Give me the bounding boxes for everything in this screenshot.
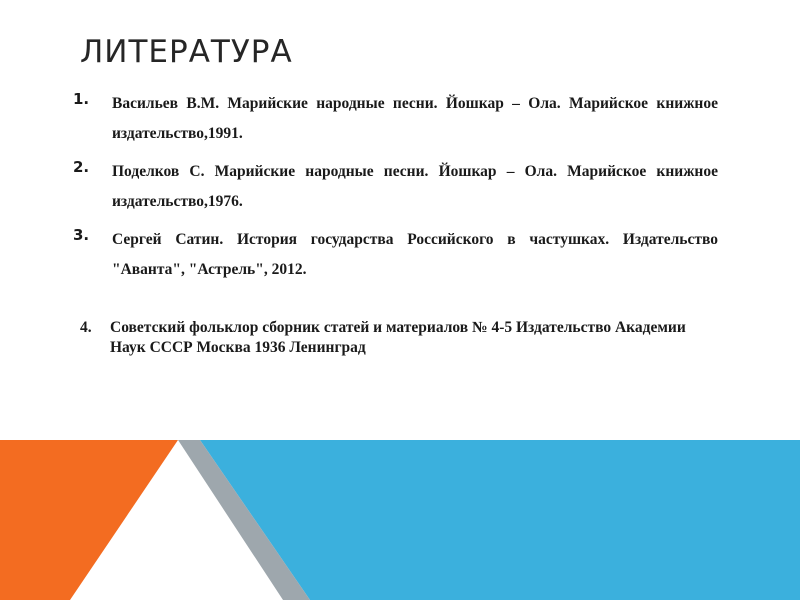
reference-item-4: [80, 318, 720, 358]
reference-number: 3.: [73, 226, 90, 244]
reference-text: Поделков С. Марийские народные песни. Йошкар – Ола. Марийское книжное издательство,1976.: [112, 163, 718, 210]
reference-item-1: [70, 89, 718, 149]
reference-number: 2.: [73, 158, 90, 176]
reference-text: Сергей Сатин. История государства Российского в частушках. Издательство "Аванта", "Астрель", 2012.: [112, 231, 718, 278]
reference-text: Советский фольклор сборник статей и материалов № 4-5 Издательство Академии Наук СССР Москва 1936 Ленинград: [110, 319, 686, 356]
reference-number: 4.: [80, 319, 92, 336]
reference-item-3: [70, 225, 718, 285]
reference-list: [70, 90, 718, 299]
reference-text: Васильев В.М. Марийские народные песни. Йошкар – Ола. Марийское книжное издательство,1991.: [112, 95, 718, 142]
reference-number: 1.: [73, 90, 90, 108]
page-title: ЛИТЕРАТУРА: [80, 34, 293, 70]
reference-item-2: [70, 157, 718, 217]
orange-band-shape: [0, 440, 178, 600]
